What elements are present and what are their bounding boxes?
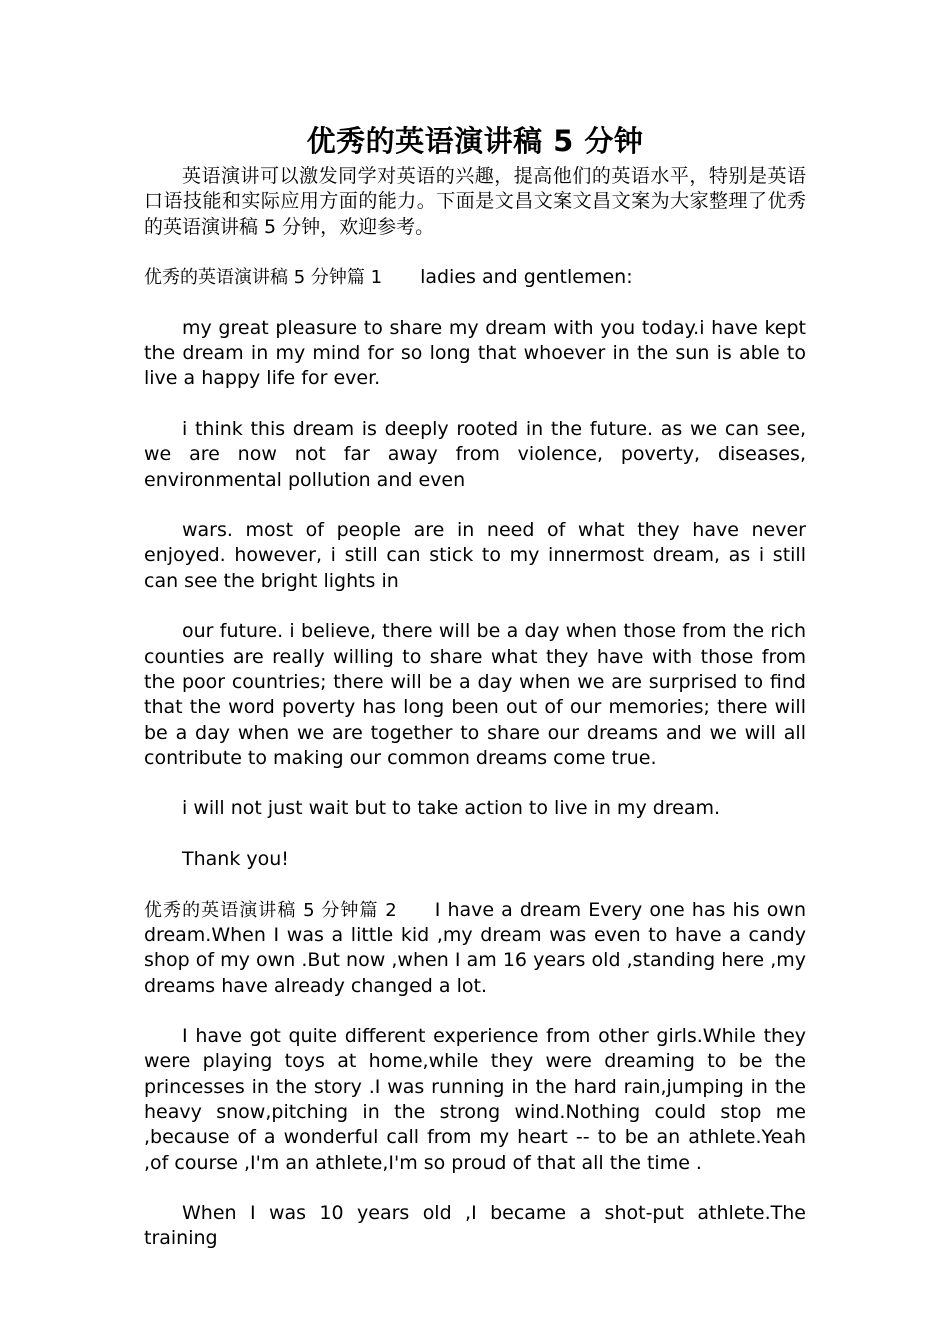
section1-opening: ladies and gentlemen: <box>420 266 633 289</box>
intro-paragraph: 英语演讲可以激发同学对英语的兴趣，提高他们的英语水平，特别是英语口语技能和实际应用方面的能力。下面是文昌文案文昌文案为大家整理了优秀的英语演讲稿 5 分钟，欢迎参考。 <box>144 165 806 238</box>
section1-heading: 优秀的英语演讲稿 5 分钟篇 1 <box>144 267 383 289</box>
section2-heading-line <box>144 898 813 999</box>
section1-paragraph-3: wars. most of people are in need of what they have never enjoyed. however, i still can stick to my innermost dream, as i still can see the bright lights in <box>144 519 806 592</box>
section1-paragraph-6: Thank you! <box>182 848 289 871</box>
section2-paragraph-2: When I was 10 years old ,I became a shot-put athlete.The training <box>144 1202 806 1250</box>
section1-heading-line <box>144 265 806 290</box>
section1-paragraph-4: our future. i believe, there will be a day when those from the rich counties are really willing to share what they have with those from the poor countries; there will be a day when we are surprised to find that the word poverty has long been out of our memories; there will be a day when we are together to share our dreams and we will all contribute to making our common dreams come true. <box>144 620 806 769</box>
section1-paragraph-5: i will not just wait but to take action to live in my dream. <box>182 797 721 820</box>
section1-paragraph-2: i think this dream is deeply rooted in the future. as we can see, we are now not far away from violence, poverty, diseases, environmental pollution and even <box>144 417 806 491</box>
section1-paragraph-1: my great pleasure to share my dream with you today.i have kept the dream in my mind for so long that whoever in the sun is able to live a happy life for ever. <box>144 316 806 390</box>
section2-opening: I have a dream Every one has his own dream.When I was a little kid ,my dream was even to have a candy shop of my own .But now ,when I am 16 years old ,standing here ,my dreams have already changed a lot. <box>144 898 813 997</box>
document-page <box>144 118 813 1252</box>
document-title: 优秀的英语演讲稿 5 分钟 <box>306 124 644 158</box>
section2-paragraph-1: I have got quite different experience from other girls.While they were playing toys at home,while they were dreaming to be the princesses in the story .I was running in the hard rain,jumping in the heavy snow,pitching in the strong wind.Nothing could stop me ,because of a wonderful call from my heart -- to be an athlete.Yeah ,of course ,I'm an athlete,I'm so proud of that all the time . <box>144 1025 806 1174</box>
section2-heading: 优秀的英语演讲稿 5 分钟篇 2 <box>144 899 397 921</box>
